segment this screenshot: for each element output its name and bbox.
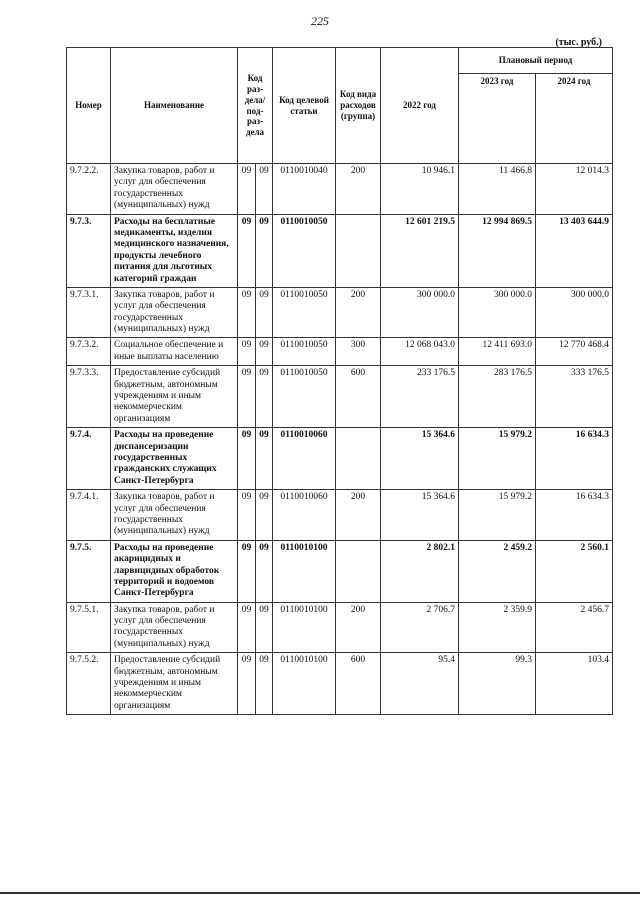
page-number: 225 bbox=[311, 14, 329, 28]
table-row bbox=[67, 214, 613, 287]
row-number: 9.7.5.1. bbox=[67, 602, 111, 653]
units-label: (тыс. руб.) bbox=[555, 37, 602, 48]
header-year-2024: 2024 год bbox=[536, 74, 613, 164]
row-value-2024: 103.4 bbox=[536, 653, 613, 715]
row-subsection: 09 bbox=[256, 366, 273, 428]
row-value-2022: 2 706.7 bbox=[381, 602, 459, 653]
row-section: 09 bbox=[238, 338, 256, 366]
row-value-2024: 2 456.7 bbox=[536, 602, 613, 653]
row-name: Расходы на проведение диспансеризации государственных гражданских служащих Санкт-Петербурга bbox=[111, 428, 238, 490]
row-value-2024: 16 634.3 bbox=[536, 428, 613, 490]
row-value-2023: 12 411 693.0 bbox=[459, 338, 536, 366]
row-section: 09 bbox=[238, 602, 256, 653]
row-target-code: 0110010050 bbox=[273, 287, 336, 338]
row-section: 09 bbox=[238, 653, 256, 715]
row-expense-type bbox=[336, 428, 381, 490]
row-value-2024: 2 560.1 bbox=[536, 540, 613, 602]
row-value-2024: 16 634.3 bbox=[536, 490, 613, 541]
table-row bbox=[67, 653, 613, 715]
row-section: 09 bbox=[238, 214, 256, 287]
row-value-2022: 2 802.1 bbox=[381, 540, 459, 602]
row-name: Закупка товаров, работ и услуг для обеспечения государственных (муниципальных) нужд bbox=[111, 490, 238, 541]
header-year-2023: 2023 год bbox=[459, 74, 536, 164]
row-subsection: 09 bbox=[256, 602, 273, 653]
row-number: 9.7.4.1. bbox=[67, 490, 111, 541]
row-target-code: 0110010040 bbox=[273, 164, 336, 215]
row-name: Социальное обеспечение и иные выплаты населению bbox=[111, 338, 238, 366]
row-value-2022: 95.4 bbox=[381, 653, 459, 715]
row-name: Расходы на проведение акарицидных и ларвицидных обработок территорий и водоемов Санкт-Петербурга bbox=[111, 540, 238, 602]
table-body bbox=[67, 164, 613, 715]
budget-table bbox=[66, 47, 613, 715]
row-value-2022: 10 946.1 bbox=[381, 164, 459, 215]
row-name: Расходы на бесплатные медикаменты, изделия медицинского назначения, продукты лечебного питания для льготных категорий граждан bbox=[111, 214, 238, 287]
row-value-2024: 12 014.3 bbox=[536, 164, 613, 215]
header-name: Наименование bbox=[111, 48, 238, 164]
row-expense-type: 200 bbox=[336, 602, 381, 653]
row-subsection: 09 bbox=[256, 287, 273, 338]
table-row bbox=[67, 490, 613, 541]
row-value-2022: 15 364.6 bbox=[381, 490, 459, 541]
row-target-code: 0110010060 bbox=[273, 490, 336, 541]
footer-rule bbox=[0, 892, 640, 894]
header-number: Номер bbox=[67, 48, 111, 164]
row-number: 9.7.3. bbox=[67, 214, 111, 287]
row-value-2024: 13 403 644.9 bbox=[536, 214, 613, 287]
row-section: 09 bbox=[238, 540, 256, 602]
table-row bbox=[67, 338, 613, 366]
header-year-2022: 2022 год bbox=[381, 48, 459, 164]
row-number: 9.7.3.3. bbox=[67, 366, 111, 428]
row-section: 09 bbox=[238, 366, 256, 428]
table-row bbox=[67, 287, 613, 338]
row-section: 09 bbox=[238, 164, 256, 215]
row-value-2024: 12 770 468.4 bbox=[536, 338, 613, 366]
row-section: 09 bbox=[238, 287, 256, 338]
row-value-2023: 12 994 869.5 bbox=[459, 214, 536, 287]
row-value-2023: 11 466.8 bbox=[459, 164, 536, 215]
row-value-2024: 333 176.5 bbox=[536, 366, 613, 428]
table-row bbox=[67, 602, 613, 653]
row-value-2023: 2 359.9 bbox=[459, 602, 536, 653]
table-row bbox=[67, 164, 613, 215]
row-target-code: 0110010060 bbox=[273, 428, 336, 490]
row-name: Предоставление субсидий бюджетным, автономным учреждениям и иным некоммерческим организациям bbox=[111, 366, 238, 428]
row-number: 9.7.3.1. bbox=[67, 287, 111, 338]
row-value-2022: 300 000.0 bbox=[381, 287, 459, 338]
row-expense-type: 200 bbox=[336, 287, 381, 338]
row-section: 09 bbox=[238, 428, 256, 490]
row-value-2023: 15 979.2 bbox=[459, 428, 536, 490]
row-target-code: 0110010100 bbox=[273, 540, 336, 602]
row-number: 9.7.5.2. bbox=[67, 653, 111, 715]
header-planning-period: Плановый период bbox=[459, 48, 613, 74]
row-name: Закупка товаров, работ и услуг для обеспечения государственных (муниципальных) нужд bbox=[111, 164, 238, 215]
row-target-code: 0110010050 bbox=[273, 366, 336, 428]
row-number: 9.7.2.2. bbox=[67, 164, 111, 215]
row-value-2022: 15 364.6 bbox=[381, 428, 459, 490]
row-target-code: 0110010050 bbox=[273, 338, 336, 366]
row-value-2022: 233 176.5 bbox=[381, 366, 459, 428]
row-subsection: 09 bbox=[256, 164, 273, 215]
header-target-code: Код целевой статьи bbox=[273, 48, 336, 164]
row-subsection: 09 bbox=[256, 338, 273, 366]
row-subsection: 09 bbox=[256, 490, 273, 541]
row-target-code: 0110010100 bbox=[273, 653, 336, 715]
row-subsection: 09 bbox=[256, 540, 273, 602]
row-value-2022: 12 601 219.5 bbox=[381, 214, 459, 287]
table-row bbox=[67, 366, 613, 428]
row-expense-type bbox=[336, 214, 381, 287]
table-row bbox=[67, 540, 613, 602]
row-value-2023: 300 000.0 bbox=[459, 287, 536, 338]
row-subsection: 09 bbox=[256, 428, 273, 490]
row-expense-type: 600 bbox=[336, 366, 381, 428]
row-value-2024: 300 000.0 bbox=[536, 287, 613, 338]
row-section: 09 bbox=[238, 490, 256, 541]
row-target-code: 0110010050 bbox=[273, 214, 336, 287]
row-value-2022: 12 068 043.0 bbox=[381, 338, 459, 366]
row-value-2023: 283 176.5 bbox=[459, 366, 536, 428]
row-target-code: 0110010100 bbox=[273, 602, 336, 653]
row-subsection: 09 bbox=[256, 653, 273, 715]
header-expense-type: Код вида расходов (группа) bbox=[336, 48, 381, 164]
row-name: Закупка товаров, работ и услуг для обеспечения государственных (муниципальных) нужд bbox=[111, 602, 238, 653]
row-expense-type: 600 bbox=[336, 653, 381, 715]
row-value-2023: 2 459.2 bbox=[459, 540, 536, 602]
table-row bbox=[67, 428, 613, 490]
row-expense-type: 300 bbox=[336, 338, 381, 366]
row-expense-type bbox=[336, 540, 381, 602]
row-subsection: 09 bbox=[256, 214, 273, 287]
row-value-2023: 15 979.2 bbox=[459, 490, 536, 541]
row-name: Закупка товаров, работ и услуг для обеспечения государственных (муниципальных) нужд bbox=[111, 287, 238, 338]
row-expense-type: 200 bbox=[336, 164, 381, 215]
row-value-2023: 99.3 bbox=[459, 653, 536, 715]
row-expense-type: 200 bbox=[336, 490, 381, 541]
row-name: Предоставление субсидий бюджетным, автономным учреждениям и иным некоммерческим организациям bbox=[111, 653, 238, 715]
row-number: 9.7.5. bbox=[67, 540, 111, 602]
row-number: 9.7.4. bbox=[67, 428, 111, 490]
header-section-code: Код раз-дела/ под-раз-дела bbox=[238, 48, 273, 164]
row-number: 9.7.3.2. bbox=[67, 338, 111, 366]
